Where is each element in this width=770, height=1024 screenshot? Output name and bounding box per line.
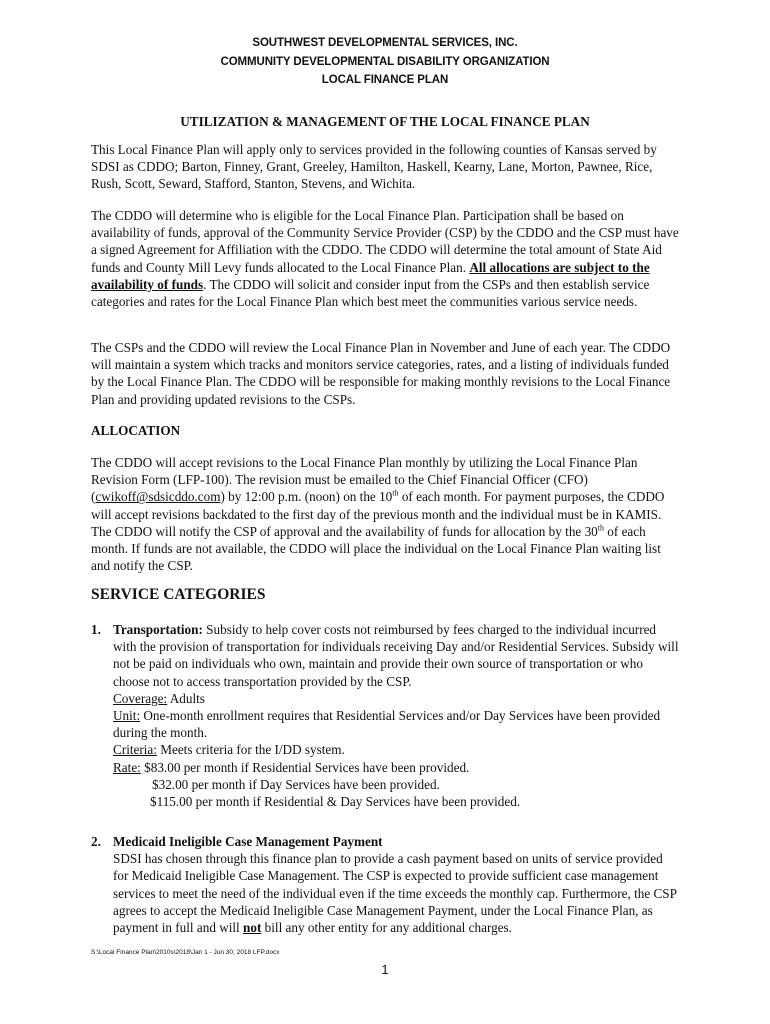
coverage-value: Adults bbox=[167, 690, 205, 706]
allocation-text-2: ) by 12:00 p.m. (noon) on the 10 bbox=[220, 489, 393, 505]
item-text-2: bill any other entity for any additional charges. bbox=[261, 920, 512, 936]
allocation-text-3: of each month. For payment purposes, the CDDO will accept revisions backdated to the first day of the previous month and the individual must be in KAMIS. The CDDO will notify the CSP of approval and the availability of funds for allocation by the 30 bbox=[91, 489, 665, 539]
ordinal-suffix-1: th bbox=[392, 489, 399, 499]
coverage-label: Coverage: bbox=[113, 690, 168, 706]
item-text: Subsidy to help cover costs not reimbursed by fees charged to the individual incurred with the provision of transportation for individuals receiving Day and/or Residential Services. Subsidy will not be paid on individuals who own, maintain and provide their own source of transportation or who choose not to access transportation provided by the CSP. bbox=[113, 622, 679, 689]
not-emphasis: not bbox=[243, 920, 262, 936]
allocation-heading: ALLOCATION bbox=[91, 423, 181, 438]
cfo-email-link[interactable]: cwikoff@sdsicddo.com bbox=[95, 489, 221, 505]
eligibility-emphasis: All allocations are subject to the availability of funds bbox=[91, 259, 650, 292]
item-number: 2. bbox=[91, 834, 101, 849]
eligibility-text-b: . The CDDO will solicit and consider input from the CSPs and then establish service categories and rates for the Local Finance Plan which best meet the communities various service needs. bbox=[91, 276, 650, 310]
criteria-value: Meets criteria for the I/DD system. bbox=[156, 742, 345, 758]
intro-paragraph: This Local Finance Plan will apply only to services provided in the following counties of Kansas served by SDSI as CDDO; Barton, Finney, Grant, Greeley, Hamilton, Haskell, Kearny, Lane, Morton, Pawnee, Rice, Rush, Scott, Seward, Stafford, Stanton, Stevens, and Wichita. bbox=[91, 142, 657, 192]
rate-label: Rate: bbox=[113, 759, 141, 775]
rate-line-2: $32.00 per month if Day Services have been provided. bbox=[152, 776, 440, 792]
eligibility-text-a: The CDDO will determine who is eligible for the Local Finance Plan. Participation shall be based on availability of funds, approval of the Community Service Provider (CSP) by the CDDO and the CSP must have a signed Agreement for Affiliation with the CDDO. The CDDO will determine the total amount of State Aid funds and County Mill Levy funds allocated to the Local Finance Plan. bbox=[91, 208, 679, 275]
service-categories-heading: SERVICE CATEGORIES bbox=[91, 586, 266, 603]
eligibility-paragraph bbox=[91, 207, 681, 310]
ordinal-suffix-2: th bbox=[597, 523, 604, 533]
allocation-text-1: The CDDO will accept revisions to the Local Finance Plan monthly by utilizing the Local Finance Plan Revision Form (LFP-100). The revision must be emailed to the Chief Financial Officer (CFO) ( bbox=[91, 455, 638, 505]
review-paragraph: The CSPs and the CDDO will review the Local Finance Plan in November and June of each year. The CDDO will maintain a system which tracks and monitors service categories, rates, and a listing of individuals funded by the Local Finance Plan. The CDDO will be responsible for making monthly revisions to the Local Finance Plan and providing updated revisions to the CSPs. bbox=[91, 340, 671, 407]
item-text-1: SDSI has chosen through this finance plan to provide a cash payment based on units of service provided for Medicaid Ineligible Case Management. The CSP is expected to provide sufficient case management services to meet the need of the individual even if the time exceeds the monthly cap. Furthermore, the CSP agrees to accept the Medicaid Ineligible Case Management Payment, under the Local Finance Plan, as payment in full and will bbox=[113, 851, 677, 936]
service-item-case-management bbox=[91, 833, 681, 936]
item-title: Transportation: bbox=[113, 622, 203, 637]
criteria-label: Criteria: bbox=[113, 742, 157, 758]
unit-value: One-month enrollment requires that Residential Services and/or Day Services have been provided during the month. bbox=[113, 708, 661, 741]
file-path-footer: S:\Local Finance Plan\2010s\2018\Jan 1 - Jun 30, 2018 LFP.docx bbox=[91, 949, 280, 956]
page-number: 1 bbox=[381, 962, 389, 977]
item-body bbox=[113, 621, 681, 810]
unit-line bbox=[113, 707, 681, 741]
cddo-name: COMMUNITY DEVELOPMENTAL DISABILITY ORGANIZATION bbox=[220, 56, 550, 68]
plan-name: LOCAL FINANCE PLAN bbox=[321, 74, 449, 86]
allocation-text-4: of each month. If funds are not available, the CDDO will place the individual on the Local Finance Plan waiting list and notify the CSP. bbox=[91, 523, 661, 574]
unit-label: Unit: bbox=[113, 708, 141, 724]
rate-line-1 bbox=[113, 759, 681, 776]
rate-line-3: $115.00 per month if Residential & Day Services have been provided. bbox=[150, 794, 521, 810]
service-item-transportation bbox=[91, 621, 681, 810]
transportation-description bbox=[113, 621, 681, 690]
org-name: SOUTHWEST DEVELOPMENTAL SERVICES, INC. bbox=[252, 37, 518, 49]
page-title: UTILIZATION & MANAGEMENT OF THE LOCAL FINANCE PLAN bbox=[180, 114, 590, 129]
item-body bbox=[113, 833, 681, 936]
coverage-line bbox=[113, 690, 681, 707]
item-title: Medicaid Ineligible Case Management Payment bbox=[113, 834, 383, 849]
criteria-line bbox=[113, 741, 681, 758]
rate-residential: $83.00 per month if Residential Services have been provided. bbox=[140, 759, 470, 775]
case-management-description bbox=[113, 850, 681, 936]
item-number: 1. bbox=[91, 622, 101, 637]
allocation-paragraph bbox=[91, 454, 681, 574]
